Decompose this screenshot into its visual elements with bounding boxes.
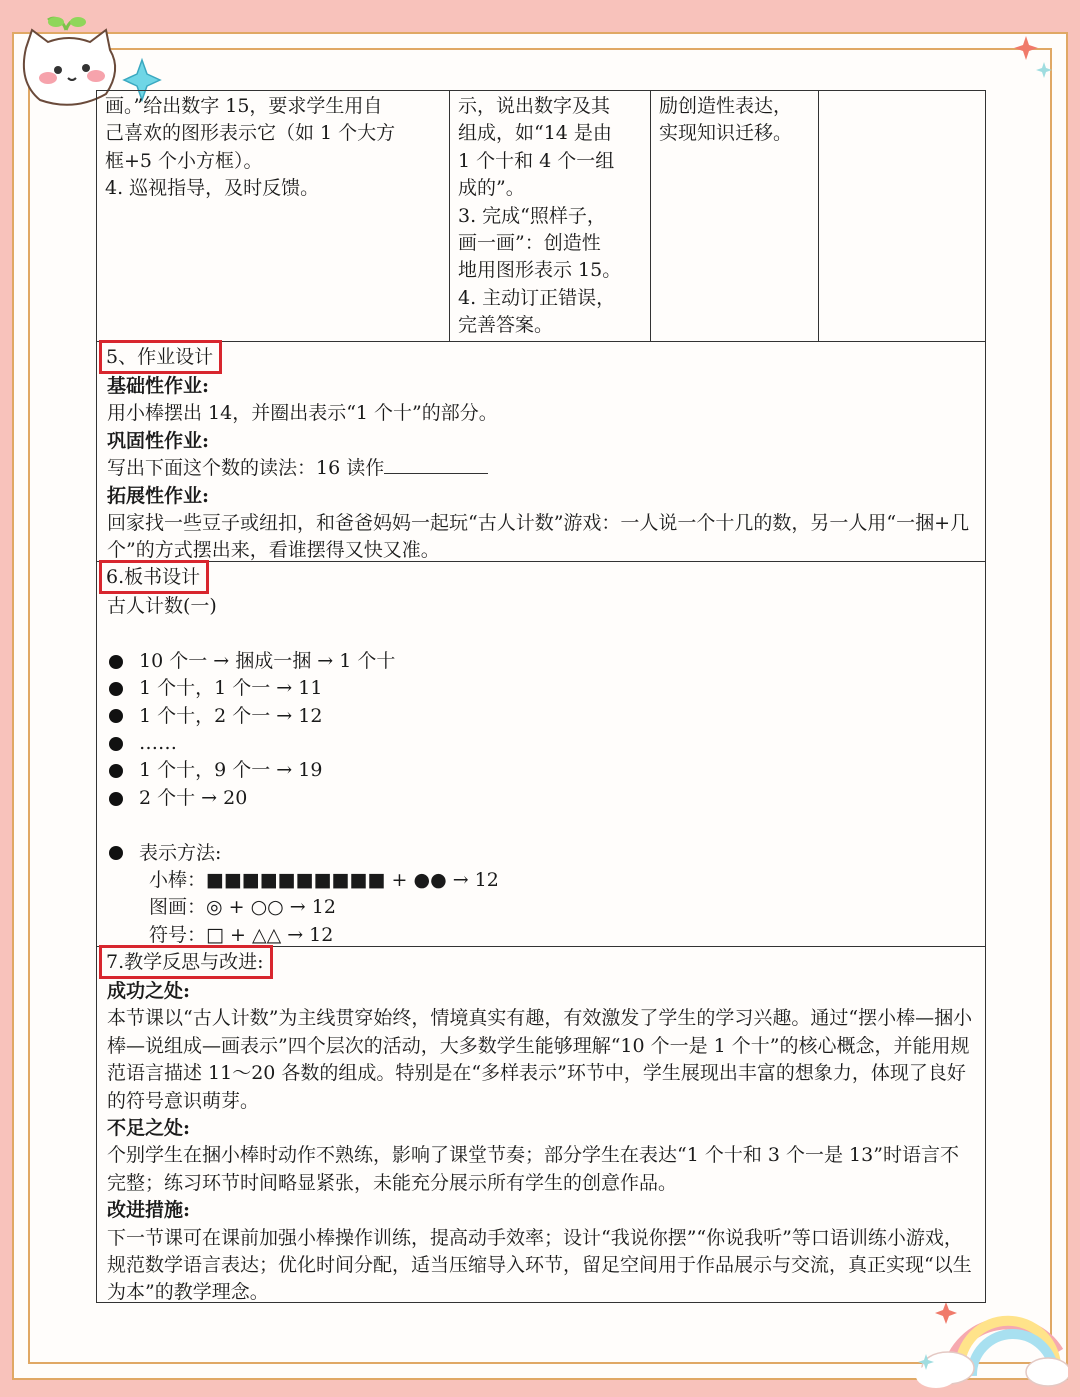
rainbow-icon <box>908 1292 1068 1392</box>
reflection-section <box>97 946 985 1304</box>
table-cell-line: 成的”。 <box>458 177 525 200</box>
shortcoming-label: 不足之处: <box>107 1117 191 1140</box>
table-cell-line: 地用图形表示 15。 <box>458 259 622 282</box>
table-cell-line: 1 个十和 4 个一组 <box>458 149 615 172</box>
student-activity-cell <box>450 91 651 341</box>
consolidate-homework-text: 写出下面这个数的读法：16 读作 <box>107 457 385 480</box>
teacher-activity-cell <box>97 91 450 341</box>
table-cell-line: 画。”给出数字 15，要求学生用自 <box>105 95 383 117</box>
board-bullet <box>107 730 975 757</box>
table-cell-line: 4. 巡视指导，及时反馈。 <box>105 177 320 200</box>
improve-text: 下一节课可在课前加强小棒操作训练，提高动手效率；设计“我说你摆”“你说我听”等口语训练小游戏，规范数学语言表达；优化时间分配，适当压缩导入环节，留足空间用于作品展示与交流，真正实现“以生为本”的教学理念。 <box>107 1226 972 1304</box>
method-line: 小棒：■■■■■■■■■■ + ●● → 12 <box>149 869 499 892</box>
success-label: 成功之处: <box>107 980 191 1002</box>
activity-table-row <box>97 91 985 341</box>
board-design-section <box>97 561 985 946</box>
table-cell-line: 实现知识迁移。 <box>659 122 793 145</box>
table-cell-line: 4. 主动订正错误， <box>458 286 616 309</box>
answer-blank <box>384 455 488 474</box>
bullet-text: …… <box>139 732 177 755</box>
method-line: 图画：◎ + ○○ → 12 <box>149 896 336 919</box>
success-text: 本节课以“古人计数”为主线贯穿始终，情境真实有趣，有效激发了学生的学习兴趣。通过“摆小棒—捆小棒—说组成—画表示”四个层次的活动，大多数学生能够理解“10 个一是 1 个十”的核心概念，并能用规范语言描述 11～20 各数的组成。特别是在“多样表示”环节中，学生展现出丰富的想象力，体现了良好的符号意识萌芽。 <box>107 1007 973 1112</box>
section-title: 6.板书设计 <box>99 560 209 594</box>
board-bullet <box>107 840 975 867</box>
board-bullet <box>107 703 975 730</box>
table-cell-line: 己喜欢的图形表示它（如 1 个大方 <box>105 122 396 145</box>
extend-homework-label: 拓展性作业: <box>107 484 210 507</box>
table-cell-line: 框+5 个小方框）。 <box>105 149 263 172</box>
board-bullet <box>107 648 975 675</box>
board-bullet <box>107 675 975 702</box>
bullet-icon <box>109 709 123 723</box>
board-bullet <box>107 785 975 812</box>
homework-section <box>97 341 985 561</box>
design-intent-cell <box>651 91 819 341</box>
methods-label: 表示方法: <box>139 841 222 864</box>
method-line: 符号：□ + △△ → 12 <box>149 923 334 946</box>
table-cell-line: 示，说出数字及其 <box>458 95 611 117</box>
bullet-text: 1 个十，1 个一 → 11 <box>139 677 323 700</box>
board-heading: 古人计数(一) <box>107 595 217 617</box>
improve-label: 改进措施: <box>107 1199 191 1222</box>
bullet-text: 2 个十 → 20 <box>139 786 248 809</box>
table-cell-line: 完善答案。 <box>458 314 554 337</box>
board-bullet <box>107 757 975 784</box>
bullet-text: 10 个一 → 捆成一捆 → 1 个十 <box>139 649 396 672</box>
bullet-text: 1 个十，9 个一 → 19 <box>139 759 323 782</box>
table-cell-line: 画一画”：创造性 <box>458 232 601 255</box>
basic-homework-label: 基础性作业: <box>107 375 210 397</box>
bullet-icon <box>109 764 123 778</box>
table-cell-line: 励创造性表达， <box>659 95 793 117</box>
bullet-icon <box>109 682 123 696</box>
table-cell-line: 组成，如“14 是由 <box>458 122 612 145</box>
consolidate-homework-label: 巩固性作业: <box>107 429 210 452</box>
shortcoming-text: 个别学生在捆小棒时动作不熟练，影响了课堂节奏；部分学生在表达“1 个十和 3 个一是 13”时语言不完整；练习环节时间略显紧张，未能充分展示所有学生的创意作品。 <box>107 1144 959 1194</box>
bullet-icon <box>109 655 123 669</box>
bullet-icon <box>109 792 123 806</box>
extend-homework-text: 回家找一些豆子或纽扣，和爸爸妈妈一起玩“古人计数”游戏：一人说一个十几的数，另一人用“一捆+几个”的方式摆出来，看谁摆得又快又准。 <box>107 512 970 562</box>
lesson-plan-document <box>96 90 986 1303</box>
bullet-text: 1 个十，2 个一 → 12 <box>139 704 323 727</box>
section-title: 5、作业设计 <box>99 340 222 374</box>
bullet-icon <box>109 737 123 751</box>
table-cell-line: 3. 完成“照样子， <box>458 204 606 227</box>
basic-homework-text: 用小棒摆出 14，并圈出表示“1 个十”的部分。 <box>107 402 498 425</box>
star-icon <box>1012 34 1062 84</box>
bullet-icon <box>109 846 123 860</box>
section-title: 7.教学反思与改进: <box>99 945 273 979</box>
empty-cell <box>819 91 985 341</box>
